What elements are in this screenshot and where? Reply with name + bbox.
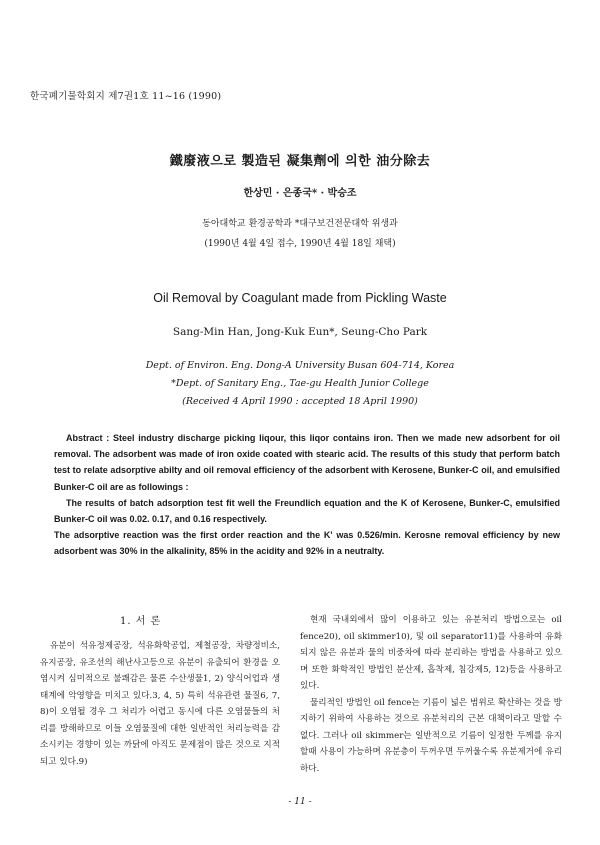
- korean-title: 鐵廢液으로 製造된 凝集劑에 의한 油分除去: [169, 154, 431, 169]
- korean-affiliation: 동아대학교 환경공학과 *대구보건전문대학 위생과: [202, 219, 398, 229]
- right-column-paragraph-2: 물리적인 방법인 oil fence는 기름이 넓은 범위로 확산하는 것을 방지하기 위하여 사용하는 것으로 유분처리의 근본 대책이라고 말할 수 없다. 그러나 oil skimmer는 일반적으로 기름이 일정한 두께를 유지할때 사용이 가능하며 유분층이 두꺼우면 두꺼울수록 유분제거에 유리하다.: [300, 697, 562, 774]
- left-column: [40, 638, 280, 770]
- english-affiliation-1: Dept. of Environ. Eng. Dong-A University Busan 604-714, Korea: [145, 360, 455, 371]
- abstract-paragraph-3: The adsorptive reaction was the first order reaction and the K' was 0.526/min. Kerosne removal efficiency by new adsorbent was 30% in the alkalinity, 85% in the acidity and 92% in a neutralty.: [54, 530, 560, 557]
- abstract: [54, 430, 560, 560]
- abstract-paragraph-1: Abstract : Steel industry discharge picking liqour, this liqor contains iron. Then we made new adsorbent for oil removal. The adsorbent was made of iron oxide coated with stearic acid. The results of this study that perform batch test to relate adsorptive abilty and oil removal efficiency of the adsorbent with Kerosene, Bunker-C oil, and emulsified Bunker-C oil are as followings :: [54, 433, 560, 492]
- page-number: - 11 -: [288, 797, 312, 807]
- abstract-paragraph-2: The results of batch adsorption test fit well the Freundlich equation and the K of Kerosene, Bunker-C, emulsified Bunker-C oil was 0.02. 0.17, and 0.16 respectively.: [54, 497, 560, 525]
- english-affiliation-2: *Dept. of Sanitary Eng., Tae-gu Health Junior College: [171, 378, 429, 389]
- right-column-paragraph-1: 현재 국내외에서 많이 이용하고 있는 유분처리 방법으로는 oil fence20), oil skimmer10), 및 oil separator11)를 사용하여 유화되지 않은 유분과 물의 비중차에 따라 분리하는 방법을 사용하고 있으며 또한 화학적인 방법인 분산제, 흡착제, 침강제5, 12)등을 사용하고 있다.: [300, 615, 562, 691]
- korean-received-date: (1990년 4월 4일 접수, 1990년 4월 18일 채택): [204, 239, 396, 249]
- journal-header: 한국폐기물학회지 제7권1호 11~16 (1990): [30, 91, 222, 102]
- left-column-paragraph: 유분이 석유정제공장, 석유화학공업, 제철공장, 차량정비소, 유지공장, 유조선의 해난사고등으로 유분이 유출되어 환경을 오염시켜 심미적으로 불쾌감은 물론 수산생물1, 2) 양식어업과 생태계에 악영향을 미치고 있다.3, 4, 5) 특히 석유관련 물질6, 7, 8)이 오염될 경우 그 처리가 어렵고 동시에 다른 오염물들의 처리를 방해하므로 이들 오염물질에 대한 일반적인 처리능력을 감소시키는 경향이 있는 까닭에 아직도 문제점이 많은 것으로 지적되고 있다.9): [40, 641, 280, 767]
- korean-authors: 한상민 · 은종국* · 박승조: [243, 188, 357, 199]
- english-authors: Sang-Min Han, Jong-Kuk Eun*, Seung-Cho Park: [172, 326, 428, 338]
- section-heading-introduction: 1. 서 론: [120, 616, 162, 627]
- english-received-date: (Received 4 April 1990 : accepted 18 April 1990): [182, 396, 418, 407]
- right-column: [300, 612, 562, 777]
- english-title: Oil Removal by Coagulant made from Pickling Waste: [153, 291, 447, 305]
